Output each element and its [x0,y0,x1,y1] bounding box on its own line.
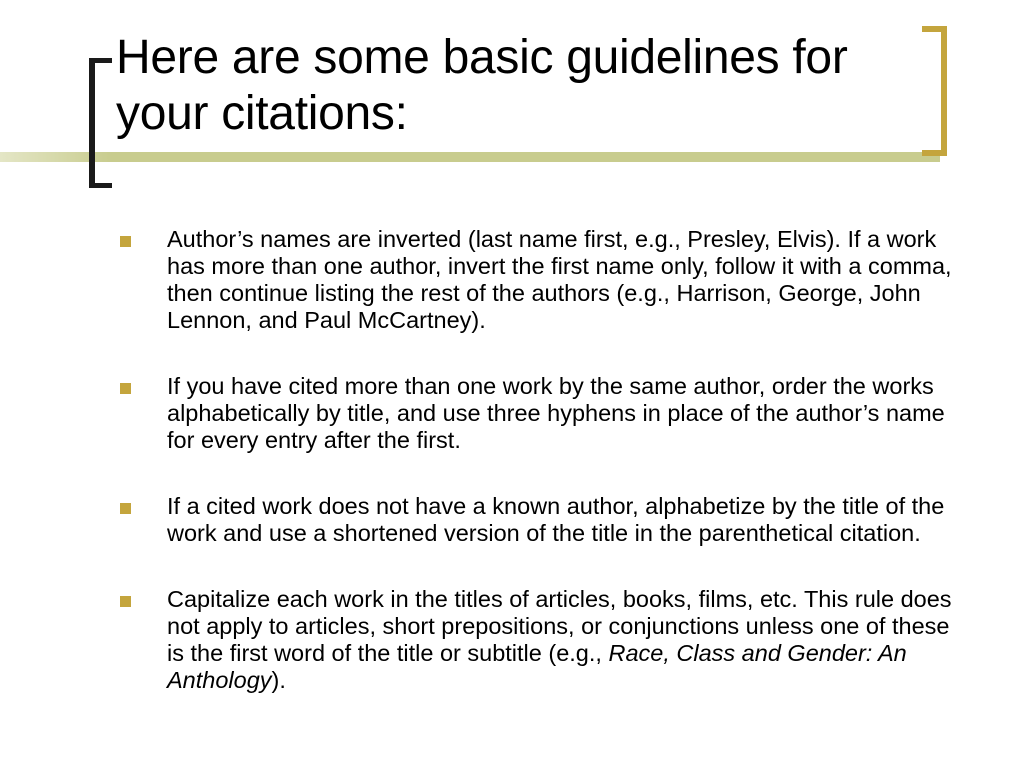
list-item [116,493,956,547]
bullet-text-after: ). [271,667,286,693]
square-bullet-icon [120,596,131,607]
bullet-text: Author’s names are inverted (last name first, e.g., Presley, Elvis). If a work has more than one author, invert the first name only, follow it with a comma, then continue listing the rest of the authors (e.g., Harrison, George, John Lennon, and Paul McCartney). [167,226,952,333]
right-bracket-icon [920,26,948,156]
bullet-list [116,226,956,733]
bullet-text [167,586,952,693]
bullet-text: If you have cited more than one work by the same author, order the works alphabetically by title, and use three hyphens in place of the author’s name for every entry after the first. [167,373,945,453]
square-bullet-icon [120,236,131,247]
bullet-text-before: Capitalize each work in the titles of articles, books, films, etc. This rule does not apply to articles, short prepositions, or conjunctions unless one of these is the first word of the title or subtitle (e.g., [167,586,952,666]
title-accent-bar-graphic [0,152,1024,162]
square-bullet-icon [120,383,131,394]
list-item [116,373,956,454]
left-bracket-icon [88,58,114,188]
book-title-italic: Race, Class and Gender: An Anthology [167,640,907,693]
list-item [116,226,956,334]
slide-title: Here are some basic guidelines for your citations: [116,31,848,140]
square-bullet-icon [120,503,131,514]
bullet-text: If a cited work does not have a known author, alphabetize by the title of the work and use a shortened version of the title in the parenthetical citation. [167,493,945,546]
title-accent-bar [0,152,1024,162]
list-item [116,586,956,694]
